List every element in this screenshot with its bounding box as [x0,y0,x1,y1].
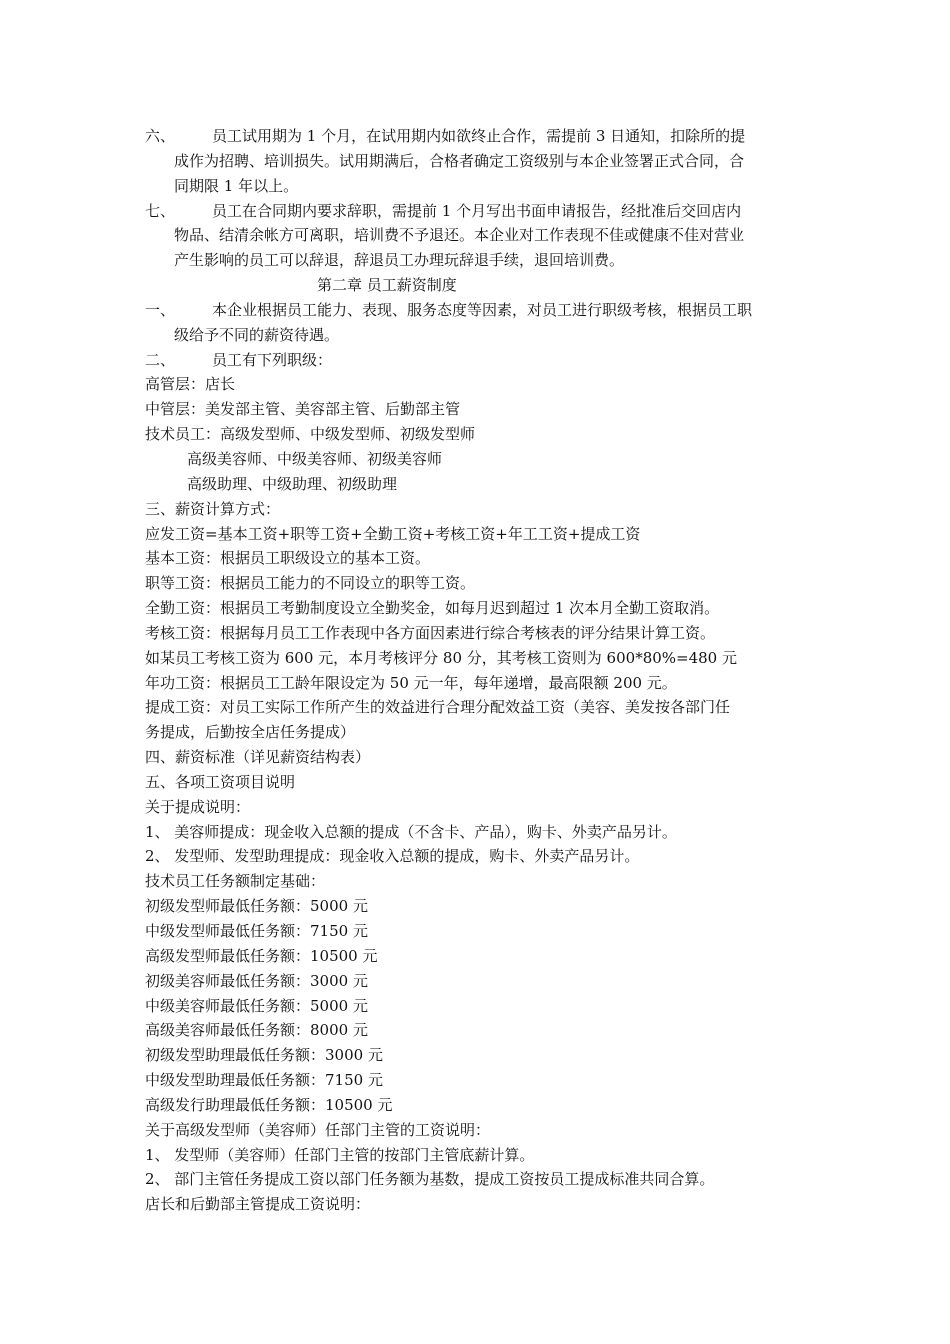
section-line: 本企业根据员工能力、表现、服务态度等因素，对员工进行职级考核，根据员工职 [212,300,753,319]
section-line: 员工有下列职级： [212,350,333,369]
clause-number: 六、 [145,127,176,145]
clause-line: 员工试用期为 1 个月，在试用期内如欲终止合作，需提前 3 日通知，扣除所的提 [212,127,746,145]
text-line: 职等工资：根据员工能力的不同设立的职等工资。 [145,574,476,593]
clause-line: 成作为招聘、培训损失。试用期满后，合格者确定工资级别与本企业签署正式合同，合 [174,151,745,170]
clause-line: 物品、结清余帐方可离职，培训费不予退还。本企业对工作表现不佳或健康不佳对营业 [174,226,745,245]
section-line: 级给予不同的薪资待遇。 [174,325,340,344]
document-body [145,124,809,1217]
text-line: 如某员工考核工资为 600 元，本月考核评分 80 分，其考核工资则为 600*80%=480 元 [145,648,737,667]
text-line: 三、薪资计算方式： [145,499,281,518]
text-line: 初级发型师最低任务额：5000 元 [145,897,368,916]
clause-line: 同期限 1 年以上。 [174,176,299,195]
text-line: 五、各项工资项目说明 [145,772,296,791]
clause-six [145,124,809,199]
clause-number: 七、 [145,201,176,220]
text-line: 初级美容师最低任务额：3000 元 [145,971,368,990]
text-line: 全勤工资：根据员工考勤制度设立全勤奖金，如每月迟到超过 1 次本月全勤工资取消。 [145,599,720,618]
text-line: 基本工资：根据员工职级设立的基本工资。 [145,549,431,568]
text-line: 中级发型助理最低任务额：7150 元 [145,1071,383,1090]
chapter-title: 第二章 员工薪资制度 [317,276,457,295]
section-two [145,348,809,373]
section-number: 一、 [145,300,176,319]
clause-seven [145,199,809,274]
text-line: 1、 发型师（美容师）任部门主管的按部门主管底薪计算。 [145,1145,535,1164]
text-line: 高级美容师最低任务额：8000 元 [145,1021,368,1040]
text-line: 高级发行助理最低任务额：10500 元 [145,1095,393,1114]
text-line: 务提成，后勤按全店任务提成） [145,723,356,742]
text-line: 年功工资：根据员工工龄年限设定为 50 元一年，每年递增，最高限额 200 元。 [145,673,677,692]
text-line: 提成工资：对员工实际工作所产生的效益进行合理分配效益工资（美容、美发按各部门任 [145,698,731,717]
text-line: 1、 美容师提成：现金收入总额的提成（不含卡、产品），购卡、外卖产品另计。 [145,822,677,841]
text-line: 应发工资=基本工资+职等工资+全勤工资+考核工资+年工工资+提成工资 [145,524,641,543]
level-line: 高级美容师、中级美容师、初级美容师 [187,449,443,468]
text-line: 中级发型师最低任务额：7150 元 [145,922,368,940]
clause-line: 员工在合同期内要求辞职，需提前 1 个月写出书面申请报告，经批准后交回店内 [212,201,742,220]
level-line: 技术员工：高级发型师、中级发型师、初级发型师 [145,425,476,444]
text-line: 2、 部门主管任务提成工资以部门任务额为基数，提成工资按员工提成标准共同合算。 [145,1170,715,1189]
text-line: 四、薪资标准（详见薪资结构表） [145,748,371,767]
section-one [145,298,809,348]
text-line: 高级发型师最低任务额：10500 元 [145,946,378,965]
text-line: 关于高级发型师（美容师）任部门主管的工资说明： [145,1120,491,1139]
text-line: 技术员工任务额制定基础： [145,872,326,891]
text-line: 初级发型助理最低任务额：3000 元 [145,1046,383,1065]
text-line: 店长和后勤部主管提成工资说明： [145,1195,371,1214]
level-line: 中管层：美发部主管、美容部主管、后勤部主管 [145,400,461,419]
level-line: 高管层：店长 [145,375,236,394]
clause-line: 产生影响的员工可以辞退，辞退员工办理玩辞退手续，退回培训费。 [174,251,625,270]
text-line: 考核工资：根据每月员工工作表现中各方面因素进行综合考核表的评分结果计算工资。 [145,623,716,642]
text-line: 中级美容师最低任务额：5000 元 [145,996,368,1015]
section-number: 二、 [145,350,176,369]
level-line: 高级助理、中级助理、初级助理 [187,474,398,493]
text-line: 2、 发型师、发型助理提成：现金收入总额的提成，购卡、外卖产品另计。 [145,847,640,866]
text-line: 关于提成说明： [145,797,251,816]
